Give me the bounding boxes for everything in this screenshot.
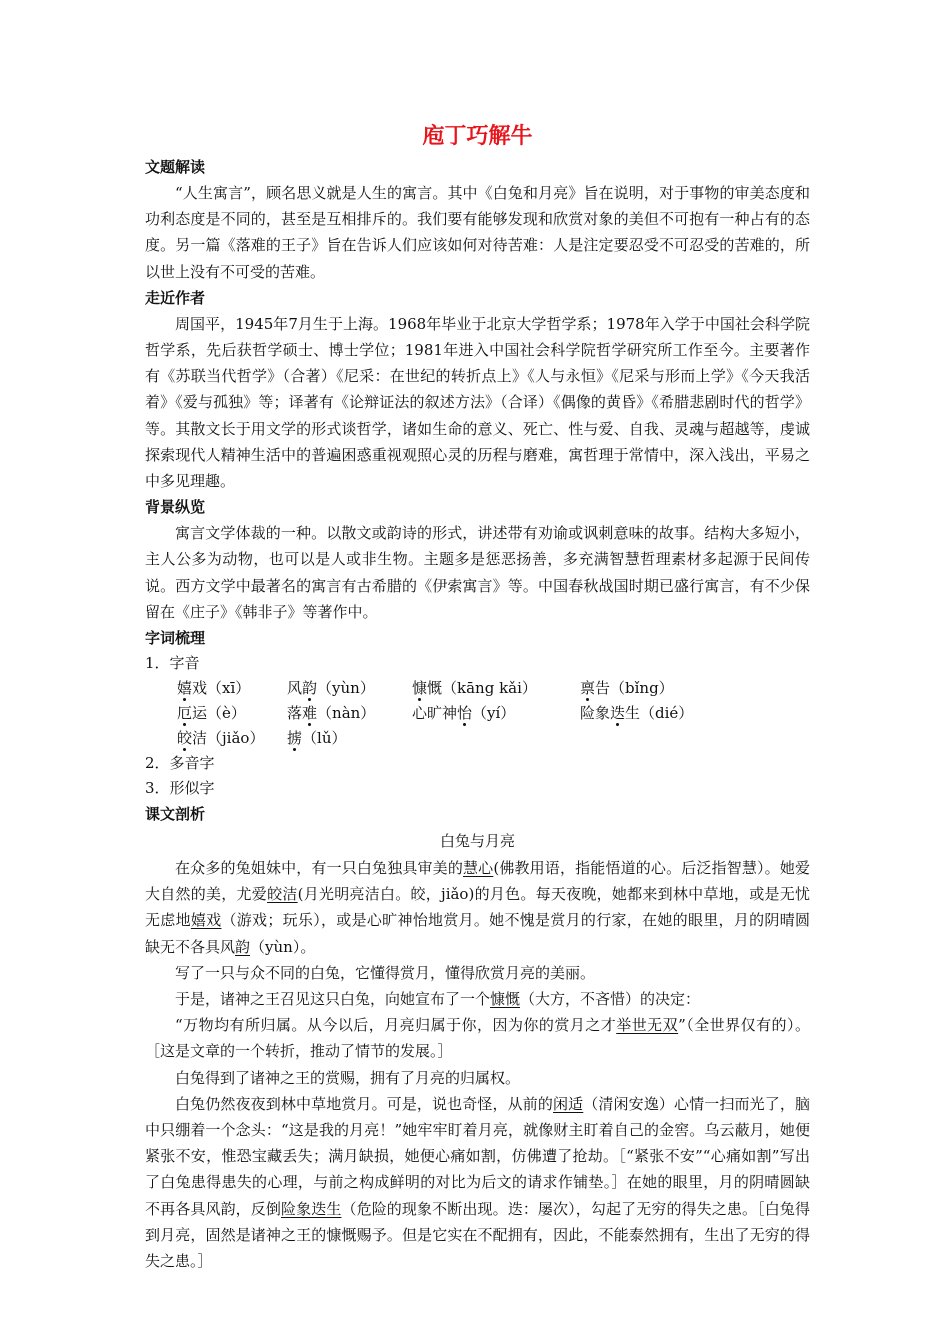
page-title: 庖丁巧解牛	[422, 124, 533, 149]
underlined-term: 韵	[235, 937, 251, 956]
text-subtitle: 白兔与月亮	[439, 832, 515, 851]
vocab-row	[145, 726, 810, 751]
paragraph-background: 寓言文学体裁的一种。以散文或韵诗的形式，讲述带有劝谕或讽刺意味的故事。结构大多短小，主人公多为动物，也可以是人或非生物。主题多是惩恶扬善，多充满智慧哲理素材多起源于民间传说。西方文学中最著名的寓言有古希腊的《伊索寓言》等。中国春秋战国时期已盛行寓言，有不少保留在《庄子》《韩非子》等著作中。	[145, 524, 810, 621]
vocab-word: 厄运（è）	[177, 704, 246, 723]
paragraph-title-reading: “人生寓言”，顾名思义就是人生的寓言。其中《白兔和月亮》旨在说明，对于事物的审美态度和功利态度是不同的，甚至是互相排斥的。我们要有能够发现和欣赏对象的美但不可抱有一种占有的态度。另一篇《落难的王子》旨在告诉人们应该如何对待苦难：人是注定要忍受不可忍受的苦难的，所以世上没有不可受的苦难。	[145, 184, 810, 281]
vocab-item-pronunciation: 1．字音	[145, 654, 200, 673]
vocab-word: 落难（nàn）	[287, 704, 376, 723]
paragraph-analysis-2: 写了一只与众不同的白兔，它懂得赏月，懂得欣赏月亮的美丽。	[175, 963, 596, 982]
vocab-word: 险象迭生（dié）	[580, 704, 694, 723]
section-heading-analysis: 课文剖析	[145, 805, 206, 824]
underlined-term: 慧心	[463, 859, 494, 878]
paragraph-author: 周国平，1945年7月生于上海。1968年毕业于北京大学哲学系；1978年入学于中国社会科学院哲学系，先后获哲学硕士、博士学位；1981年进入中国社会科学院哲学研究所工作至今。主要著作有《苏联当代哲学》（合著）《尼采：在世纪的转折点上》《人与永恒》《尼采与形而上学》《今天我活着》《爱与孤独》等；译著有《论辩证法的叙述方法》（合译）《偶像的黄昏》《希腊悲剧时代的哲学》等。其散文长于用文学的形式谈哲学，诸如生命的意义、死亡、性与爱、自我、灵魂与超越等，虔诚探索现代人精神生活中的普遍困惑重视观照心灵的历程与磨难，寓哲理于常情中，深入浅出，平易之中多见理趣。	[145, 314, 810, 491]
section-heading-background: 背景纵览	[145, 498, 206, 517]
paragraph-analysis-4: “万物均有所归属。从今以后，月亮归属于你，因为你的赏月之才举世无双”（全世界仅有的）。［这是文章的一个转折，推动了情节的发展。］	[145, 1016, 810, 1061]
underlined-term: 皎洁	[267, 885, 298, 904]
vocab-word: 风韵（yùn）	[287, 679, 375, 698]
paragraph-analysis-1: 在众多的兔姐妹中，有一只白兔独具审美的慧心(佛教用语，指能悟道的心。后泛指智慧）。她爱大自然的美，尤爱皎洁(月光明亮洁白。皎，jiǎo)的月色。每天夜晚，她都来到林中草地，或是无忧无虑地嬉戏（游戏；玩乐），或是心旷神怡地赏月。她不愧是赏月的行家，在她的眼里，月的阴晴圆缺无不各具风韵（yùn）。	[145, 859, 810, 956]
section-heading-author: 走近作者	[145, 288, 206, 307]
section-heading-title-reading: 文题解读	[145, 158, 206, 176]
underlined-term: 慷慨	[490, 990, 521, 1009]
underlined-term: 嬉戏	[190, 911, 222, 930]
underlined-term: 闲适	[553, 1094, 584, 1113]
paragraph-analysis-6: 白兔仍然夜夜到林中草地赏月。可是，说也奇怪，从前的闲适（清闲安逸）心情一扫而光了，脑中只绷着一个念头：“这是我的月亮！”她牢牢盯着月亮，就像财主盯着自己的金窖。乌云蔽月，她便紧张不安，惟恐宝藏丢失；满月缺损，她便心痛如割，仿佛遭了抢劫。［“紧张不安”“心痛如割”写出了白兔患得患失的心理，与前之构成鲜明的对比为后文的请求作铺垫。］在她的眼里，月的阴晴圆缺不再各具风韵，反倒险象迭生（危险的现象不断出现。迭：屡次），勾起了无穷的得失之患。［白兔得到月亮，固然是诸神之王的慷慨赐予。但是它实在不配拥有，因此，不能泰然拥有，生出了无穷的得失之患。］	[145, 1094, 810, 1271]
vocab-word: 掳（lǔ）	[287, 729, 347, 748]
section-heading-vocabulary: 字词梳理	[145, 629, 206, 648]
vocab-item-similar-chars: 3．形似字	[145, 779, 215, 798]
paragraph-analysis-3: 于是，诸神之王召见这只白兔，向她宣布了一个慷慨（大方，不吝惜）的决定：	[175, 990, 701, 1009]
document-page	[145, 120, 810, 1274]
vocab-row	[145, 701, 810, 726]
underlined-term: 举世无双	[616, 1016, 679, 1035]
vocab-item-polyphones: 2．多音字	[145, 754, 215, 773]
underlined-term: 险象迭生	[281, 1199, 342, 1218]
vocab-word: 禀告（bǐng）	[580, 679, 674, 698]
vocab-word: 心旷神怡（yí）	[412, 704, 516, 723]
vocab-word: 慷慨（kāng kǎi）	[412, 679, 537, 698]
vocab-word: 嬉戏（xī）	[177, 679, 251, 698]
vocab-row	[145, 676, 810, 701]
paragraph-analysis-5: 白兔得到了诸神之王的赏赐，拥有了月亮的归属权。	[175, 1068, 521, 1087]
vocab-word: 皎洁（jiǎo）	[177, 729, 265, 748]
